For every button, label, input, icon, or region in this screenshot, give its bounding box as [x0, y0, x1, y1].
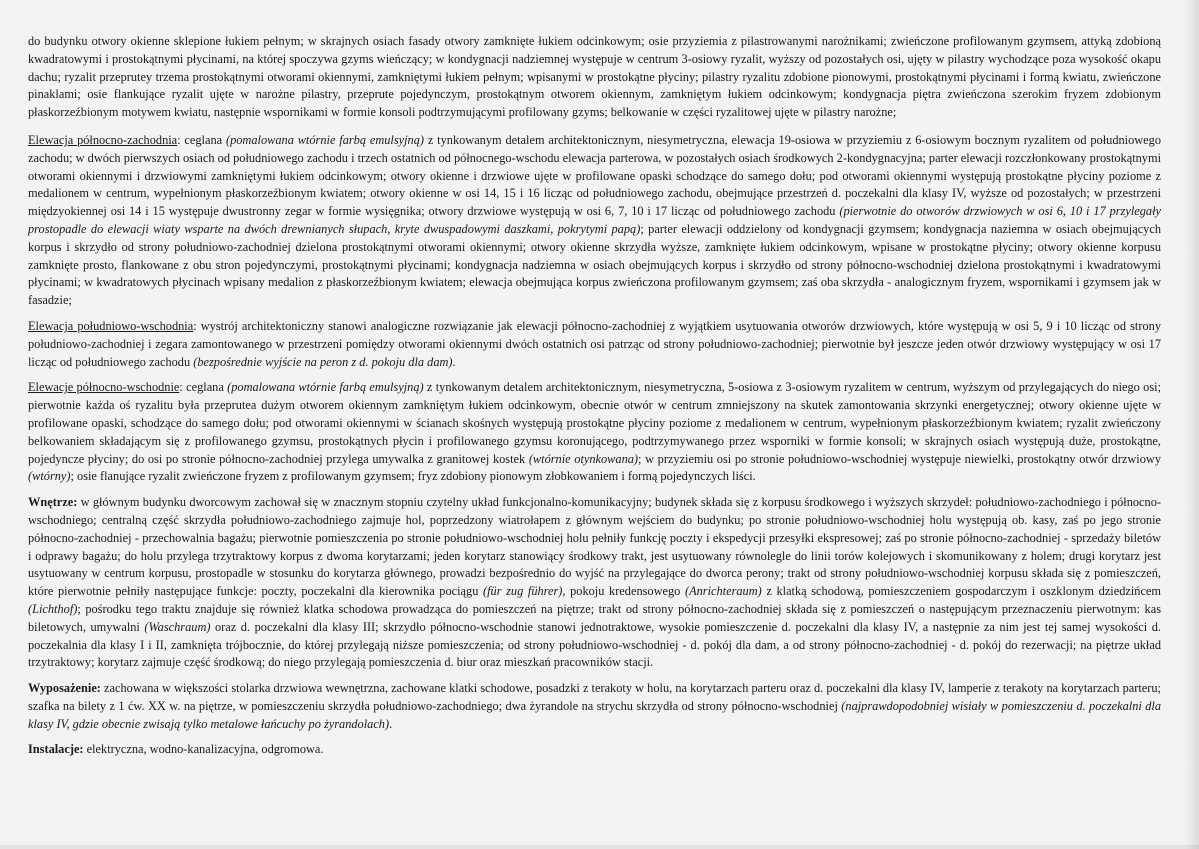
- text-segment: ; pośrodku tego traktu znajduje się również klatka schodowa prowadząca do pomieszczeń na piętrze; trakt od strony północno-zachodniej składa się z pomieszczeń o następującym przeznaczeniu pierwotnym: kas biletowych, umywalni: [28, 601, 1161, 634]
- italic-note: (pierwotnie do otworów drzwiowych w osi 6, 10 i 17 przylegały prostopadle do elewacji wiaty wsparte na dwóch drewnianych słupach, kryte dwuspadowymi daszkami, pokrytymi papą): [28, 204, 1161, 236]
- italic-note: (Anrichteraum): [684, 584, 762, 599]
- interior-paragraph: [28, 494, 1161, 672]
- text-segment: z klatką schodową, pomieszczeniem gospodarczym i oszklonym dziedzińcem: [761, 584, 1162, 599]
- italic-note: (Waschraum): [144, 619, 211, 634]
- text-segment: : wystrój architektoniczny stanowi analogiczne rozwiązanie jak elewacji północno-zachodniej z wyjątkiem usytuowania otworów drzwiowych, które występują w osi 5, 9 i 10 licząc od strony południowo-zachodniej i zegara zamontowanego w przestrzeni pomiędzy otworami okiennymi dwóch ostatnich osi patrząc od strony południowo-zachodniej; pierwotnie był jeszcze jeden otwór drzwiowy występujący w osi 17 licząc od południowego zachodu: [28, 318, 1161, 369]
- text-segment: .: [389, 716, 393, 731]
- text-segment: z tynkowanym detalem architektonicznym, niesymetryczna, 5-osiowa z 3-osiowym ryzalitem w centrum, wyższym od przylegających do niego osi; pierwotnie każda oś ryzalitu była przeprutea dużym otworem okiennym zamkniętym łukiem odcinkowym, obecnie otwór w centrum zmniejszony na skutek zamontowania skrzynki energetycznej; otwory okienne ujęte w profilowane opaski, schodzące do samego dołu; pod otworami okiennymi w ścianach skośnych występują prostokątne płyciny poziome z medalionem w centrum, wypełnionym płaskorzeźbionym kwiatem; ryzalit zwieńczony belkowaniem składającym się z profilowanego gzymsu, prostokątnych płycin i profilowanego gzymsu koronującego, podtrzymywanego przez wsporniki w formie konsoli; w skrajnych osiach występują duże, prostokątne, pojedyncze płyciny; do osi po stronie północno-zachodniej przylega umywalka z granitowej kostek: [28, 380, 1161, 466]
- intro-text: do budynku otwory okienne sklepione łukiem pełnym; w skrajnych osiach fasady otwory zamknięte łukiem odcinkowym; osie przyziemia z pilastrowanymi narożnikami; zwieńczone profilowanym gzymsem, attyką zdobioną kwadratowymi i prostokątnymi płycinami, na której spoczywa gzyms wieńczący; w kondygnacji nadziemnej występuje w centrum 3-osiowy ryzalit, wyższy od pozostałych osi, ujęty w pilastry wychodzące poza wysokość okapu dachu; ryzalit przeprutey trzema prostokątnymi otworami okiennymi, zamkniętymi łukiem pełnym; wpisanymi w prostokątne płyciny; pilastry ryzalitu zdobione pionowymi, prostokątnymi płycinami i formą kwiatu, zwieńczone pinaklami; osie flankujące ryzalit ujęte w narożne pilastry, przeprute pojedynczym, prostokątnym otworem okiennym, zamkniętym łukiem odcinkowym; kondygnacja piętra zwieńczona szerokim fryzem zdobionym płaskorzeźbionym motywem kwiatu, następnie wspornikami w formie konsoli podtrzymującymi profilowany gzyms; belkowanie w części ryzalitowej ujęte w pilastry narożne;: [28, 34, 1161, 120]
- italic-note: (najprawdopodobniej wisiały w pomieszczeniu d. poczekalni dla klasy IV, gdzie obecnie zwisają tylko metalowe łańcuchy po żyrandolach): [28, 698, 1162, 731]
- text-segment: ; w przyziemiu osi po stronie południowo-wschodniej występuje niewielki, prostokątny otwór drzwiowy: [638, 451, 1161, 466]
- italic-note: (wtórnie otynkowana): [528, 451, 639, 466]
- text-segment: : ceglana: [177, 132, 226, 147]
- equipment-paragraph: [28, 680, 1161, 733]
- southeast-elevation-heading: Elewacja południowo-wschodnia: [28, 318, 194, 333]
- installations-paragraph: [28, 741, 1161, 759]
- italic-note: (für zug führer),: [482, 584, 566, 599]
- italic-note: (Lichthof): [28, 601, 78, 616]
- italic-note: (bezpośrednie wyjście na peron z d. pokoju dla dam): [193, 354, 453, 369]
- italic-note: (pomalowana wtórnie farbą emulsyjną): [225, 132, 425, 147]
- northwest-elevation-heading: Elewacja północno-zachodnia: [28, 132, 178, 147]
- text-segment: ; osie flanujące ryzalit zwieńczone fryzem z profilowanym gzymsem; fryz zdobiony pionowym złobkowaniem i formą pojedynczych liści.: [70, 469, 756, 484]
- interior-heading: Wnętrze:: [28, 495, 78, 510]
- northeast-elevations-paragraph: [28, 379, 1161, 486]
- text-segment: w głównym budynku dworcowym zachował się w znacznym stopniu czytelny układ funkcjonalno-komunikacyjny; budynek składa się z korpusu środkowego i wyższych skrzydeł: południowo-zachodniego i północno-wschodniego; centralną część skrzydła południowo-zachodniego zajmuje hol, poprzedzony wiatrołapem z głównym wejściem do budynku; po stronie południowo-wschodniej holu występują ob. kasy, zaś po jego stronie północno-zachodniej - przechowalnia bagażu; pierwotnie pomieszczenia po stronie południowo-wschodniej holu pełniły funkcję poczty i ekspedycji przesyłki ekspresowej; zaś po stronie północno-zachodniej - sprzedaży biletów i odprawy bagażu; do holu przylega trzytraktowy korpus z dwoma korytarzami; jeden korytarz stanowiący środkowy trakt, jest usytuowany równolegle do linii torów kolejowych i skomunikowany z holem; drugi korytarz jest usytuowany w centrum korpusu, prostopadle w stosunku do korytarza głównego, prowadzi bezpośrednio do wyjść na przylegające do dworca perony; trakt od strony południowo-wschodniej korpusu składa się z pomieszczeń, które pierwotnie pełniły następujące funkcje: poczty, poczekalni dla kierownika pociągu: [28, 495, 1161, 599]
- intro-paragraph: [28, 33, 1161, 122]
- installations-heading: Instalacje:: [28, 742, 84, 757]
- text-segment: oraz d. poczekalni dla klasy III; skrzydło północno-wschodnie stanowi jednotraktowe, wysokie pomieszczenie d. poczekalni dla klasy IV, a następnie za nim jest tej samej wysokości d. poczekalnia dla klasy I i II, zamknięta trójbocznie, do której przylegają niższe pomieszczenia; od strony południowo-wschodniej - d. pokój dla dam, a od strony północno-zachodniej - d. pokój do rezerwacji; na piętrze układ trzytraktowy; korytarz zajmuje część środkową; do niego przylegają pomieszczenia d. biur oraz mieszkań pracowników stacji.: [28, 619, 1162, 670]
- text-segment: zachowana w większości stolarka drzwiowa wewnętrzna, zachowane klatki schodowe, posadzki z terakoty w holu, na korytarzach parteru oraz d. poczekalni dla klasy IV, lamperie z terakoty na korytarzach parteru; szafka na bilety z 1 ćw. XX w. na piętrze, w pomieszczeniu skrzydła południowo-zachodniego; dwa żyrandole na strychu skrzydła od strony północno-wschodniej: [28, 681, 1161, 713]
- text-segment: elektryczna, wodno-kanalizacyjna, odgromowa.: [83, 742, 324, 757]
- italic-note: (wtórny): [28, 469, 71, 484]
- northeast-elevations-heading: Elewacje północno-wschodnie: [28, 380, 180, 395]
- text-segment: .: [452, 354, 456, 369]
- equipment-heading: Wyposażenie:: [28, 681, 101, 696]
- scan-shadow-edge: [1185, 0, 1199, 849]
- scan-shadow-edge: [0, 845, 1199, 849]
- italic-note: (pomalowana wtórnie farbą emulsyjną): [227, 380, 424, 395]
- text-segment: : ceglana: [179, 380, 228, 395]
- text-segment: ; parter elewacji oddzielony od kondygnacji gzymsem; kondygnacja naziemna w osiach obejmujących korpus i skrzydło od strony południowo-zachodniej dzielona prostokątnymi otworami okiennymi; otwory okienne skrzydła wyższe, zamknięte łukiem odcinkowym, wpisane w prostokątne płyciny; otwory okienne korpusu zamknięte prosto, flankowane z obu stron pojedynczymi, prostokątnymi płycinami; kondygnacja nadziemna w osiach obejmujących korpus i skrzydło od strony północno-wschodniej dzielona prostokątnymi i kwadratowymi płycinami; w kwadratowych płycinach wpisany medalion z płaskorzeźbionym kwiatem; elewacja obejmująca korpus zwieńczona profilowanym gzymsem; zaś oba skrzydła - analogicznym fryzem, wspornikami i gzymsem jak w fasadzie;: [28, 221, 1161, 308]
- text-segment: z tynkowanym detalem architektonicznym, niesymetryczna, elewacja 19-osiowa w przyziemiu z 6-osiowym bocznym ryzalitem od południowego zachodu; w dwóch pierwszych osiach od południowego zachodu i trzech ostatnich od północnego-wschodu elewacja parterowa, w pozostałych osiach środkowych 2-kondygnacyjna; parter elewacji rozczłonkowany prostokątnymi otworami okiennymi i drzwiowymi zamkniętymi łukiem odcinkowym; otwory okienne i drzwiowe ujęte w profilowane opaski schodzące do samego dołu; pod otworami okiennymi występują prostokątne płyciny poziome z medalionem w centrum, wypełnionym płaskorzeźbionym kwiatem; otwory okienne w osi 14, 15 i 16 licząc od południowego zachodu, obejmujące przestrzeń d. poczekalni dla klasy IV, wyższe od pozostałych; w przestrzeni międzyokiennej osi 14 i 15 występuje dwustronny zegar w formie wysięgnika; otwory drzwiowe występują w osi 6, 7, 10 i 17 licząc od południowego zachodu: [28, 132, 1161, 219]
- northwest-elevation-paragraph: [28, 132, 1161, 310]
- southeast-elevation-paragraph: [28, 318, 1161, 371]
- text-segment: pokoju kredensowego: [565, 584, 685, 599]
